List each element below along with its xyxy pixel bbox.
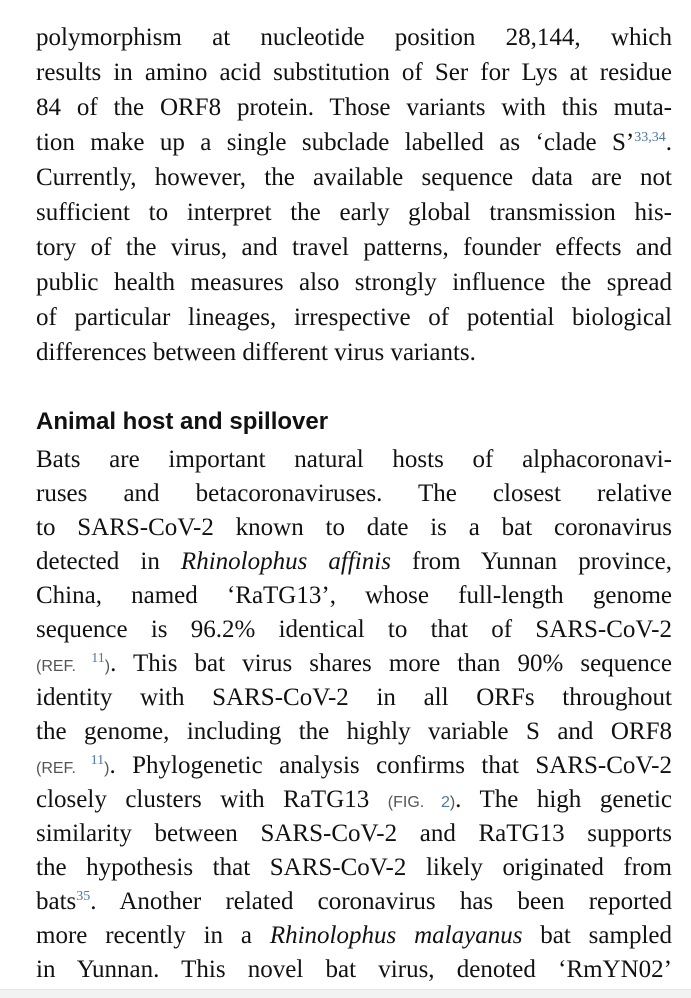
text-segment: from Yunnan province, xyxy=(390,548,672,575)
text-line xyxy=(36,265,672,300)
text-segment: bat sampled xyxy=(522,922,672,949)
text-segment: . This bat virus shares more than 90% sequence xyxy=(110,650,672,677)
text-segment: tory of the virus, and travel patterns, founder effects and xyxy=(36,234,672,261)
bottom-scroll-bar xyxy=(0,989,691,998)
text-line xyxy=(36,300,672,335)
reference-label[interactable]: ) xyxy=(449,794,456,811)
text-segment: 84 of the ORF8 protein. Those variants with this muta- xyxy=(36,94,672,121)
text-segment: the hypothesis that SARS-CoV-2 likely originated from xyxy=(36,854,672,881)
italic-species-name: Rhinolophus affinis xyxy=(180,548,391,575)
reference-label[interactable]: ) xyxy=(104,658,111,675)
text-segment: results in amino acid substitution of Ser for Lys at residue xyxy=(36,59,672,86)
text-segment: polymorphism at nucleotide position 28,144, which xyxy=(36,24,672,51)
text-segment: sufficient to interpret the early global transmission his- xyxy=(36,199,672,226)
text-line xyxy=(36,195,672,230)
text-line xyxy=(36,545,672,579)
text-line xyxy=(36,817,672,851)
text-segment: detected in xyxy=(36,548,181,575)
text-line xyxy=(36,715,672,749)
text-line xyxy=(36,749,672,783)
text-segment: differences between different virus variants. xyxy=(36,339,476,366)
text-segment: Currently, however, the available sequence data are not xyxy=(36,164,672,191)
text-segment: to SARS-CoV-2 known to date is a bat coronavirus xyxy=(36,514,672,541)
citation-link[interactable]: 33,34 xyxy=(634,130,666,145)
text-line xyxy=(36,335,672,370)
text-line xyxy=(36,681,672,715)
text-line xyxy=(36,160,672,195)
reference-label[interactable]: (FIG. xyxy=(387,794,441,811)
text-line xyxy=(36,851,672,885)
text-segment: Bats are important natural hosts of alphacoronavi- xyxy=(36,446,672,473)
text-line xyxy=(36,20,672,55)
text-line xyxy=(36,443,672,477)
reference-label[interactable]: ) xyxy=(104,760,110,777)
text-segment: . Phylogenetic analysis confirms that SARS-CoV-2 xyxy=(109,752,672,779)
citation-link[interactable]: 11 xyxy=(90,753,105,768)
text-line xyxy=(36,55,672,90)
text-segment: the genome, including the highly variable S and ORF8 xyxy=(36,718,672,745)
text-line xyxy=(36,579,672,613)
text-segment: similarity between SARS-CoV-2 and RaTG13 supports xyxy=(36,820,672,847)
text-segment: . The high genetic xyxy=(455,786,672,813)
citation-link[interactable]: 35 xyxy=(76,889,91,904)
text-line xyxy=(36,919,672,953)
text-segment: sequence is 96.2% identical to that of SARS-CoV-2 xyxy=(36,616,672,643)
text-segment: more recently in a xyxy=(36,922,270,949)
text-segment: ruses and betacoronaviruses. The closest relative xyxy=(36,480,672,507)
text-segment: identity with SARS-CoV-2 in all ORFs throughout xyxy=(36,684,672,711)
text-segment: bats xyxy=(36,888,77,915)
text-segment: in Yunnan. This novel bat virus, denoted ‘RmYN02’ xyxy=(36,956,672,983)
paragraph-clade-s xyxy=(36,20,672,370)
text-line xyxy=(36,477,672,511)
text-line xyxy=(36,230,672,265)
text-line xyxy=(36,125,672,160)
text-line xyxy=(36,90,672,125)
reference-label[interactable]: (REF. xyxy=(36,760,91,777)
text-line xyxy=(36,613,672,647)
text-line xyxy=(36,953,672,987)
text-segment: China, named ‘RaTG13’, whose full-length genome xyxy=(36,582,672,609)
section-heading: Animal host and spillover xyxy=(36,408,329,435)
italic-species-name: Rhinolophus malayanus xyxy=(269,922,523,949)
text-segment: closely clusters with RaTG13 xyxy=(36,786,388,813)
text-segment: tion make up a single subclade labelled as ‘clade S’ xyxy=(36,129,635,156)
figure-link[interactable]: 2 xyxy=(440,794,450,811)
text-segment: . Another related coronavirus has been reported xyxy=(90,888,672,915)
reference-label[interactable]: (REF. xyxy=(36,658,92,675)
text-line xyxy=(36,783,672,817)
text-segment: public health measures also strongly influence the spread xyxy=(36,269,672,296)
text-segment: . xyxy=(665,129,672,156)
citation-link[interactable]: 11 xyxy=(91,651,105,666)
paragraph-animal-host xyxy=(36,443,672,987)
text-segment: of particular lineages, irrespective of potential biological xyxy=(36,304,672,331)
text-line xyxy=(36,885,672,919)
text-line xyxy=(36,647,672,681)
text-line xyxy=(36,511,672,545)
